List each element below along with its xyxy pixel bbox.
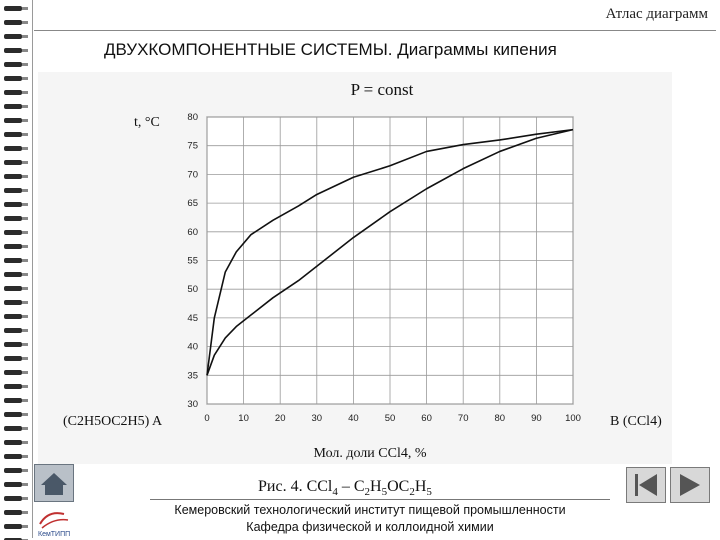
footer-divider xyxy=(150,499,610,500)
x-tick-label: 50 xyxy=(384,413,396,424)
x-tick-label: 100 xyxy=(565,413,581,424)
x-tick-label: 40 xyxy=(348,413,359,424)
x-tick-label: 70 xyxy=(457,413,469,424)
y-tick-label: 55 xyxy=(187,255,198,267)
x-tick-label: 0 xyxy=(204,413,210,424)
y-tick-label: 30 xyxy=(187,399,198,410)
chart-title: P = const xyxy=(350,80,414,99)
left-component-label: (C2H5OC2H5) A xyxy=(63,414,163,429)
x-axis-label: Мол. доли CCl4, % xyxy=(313,446,427,461)
institute-logo xyxy=(34,506,94,538)
x-tick-label: 10 xyxy=(238,413,249,424)
y-tick-label: 40 xyxy=(187,341,198,353)
next-icon xyxy=(671,468,709,502)
svg-text:КемТИПП: КемТИПП xyxy=(38,531,71,538)
previous-slide-button[interactable] xyxy=(626,467,666,503)
home-button[interactable] xyxy=(34,464,74,502)
y-tick-label: 75 xyxy=(187,140,198,152)
right-component-label: B (CCl4) xyxy=(610,414,662,429)
y-tick-label: 80 xyxy=(187,112,198,123)
footer-institute: Кемеровский технологический институт пищевой промышленности xyxy=(174,503,566,517)
x-tick-label: 30 xyxy=(311,413,323,424)
x-tick-label: 20 xyxy=(274,413,286,424)
page-title: ДВУХКОМПОНЕНТНЫЕ СИСТЕМЫ. Диаграммы кипения xyxy=(104,40,557,59)
home-icon xyxy=(35,465,73,501)
y-tick-label: 35 xyxy=(187,370,198,382)
x-tick-label: 80 xyxy=(494,413,506,424)
previous-icon xyxy=(627,468,665,502)
y-tick-label: 60 xyxy=(187,226,198,238)
x-tick-label: 60 xyxy=(421,413,432,424)
y-tick-label: 70 xyxy=(187,169,198,181)
figure-caption: Рис. 4. $CCl_4 - C_2H_5OC_2H_5$ xyxy=(258,478,432,499)
next-slide-button[interactable] xyxy=(670,467,710,503)
x-tick-label: 90 xyxy=(531,413,542,424)
y-tick-label: 50 xyxy=(187,284,198,296)
y-tick-label: 65 xyxy=(187,198,198,210)
footer-department: Кафедра физической и коллоидной химии xyxy=(246,520,494,534)
y-axis-label: t, °C xyxy=(134,115,160,130)
footer xyxy=(130,502,610,536)
header-label: Атлас диаграмм xyxy=(605,6,708,22)
y-tick-label: 45 xyxy=(187,312,198,324)
